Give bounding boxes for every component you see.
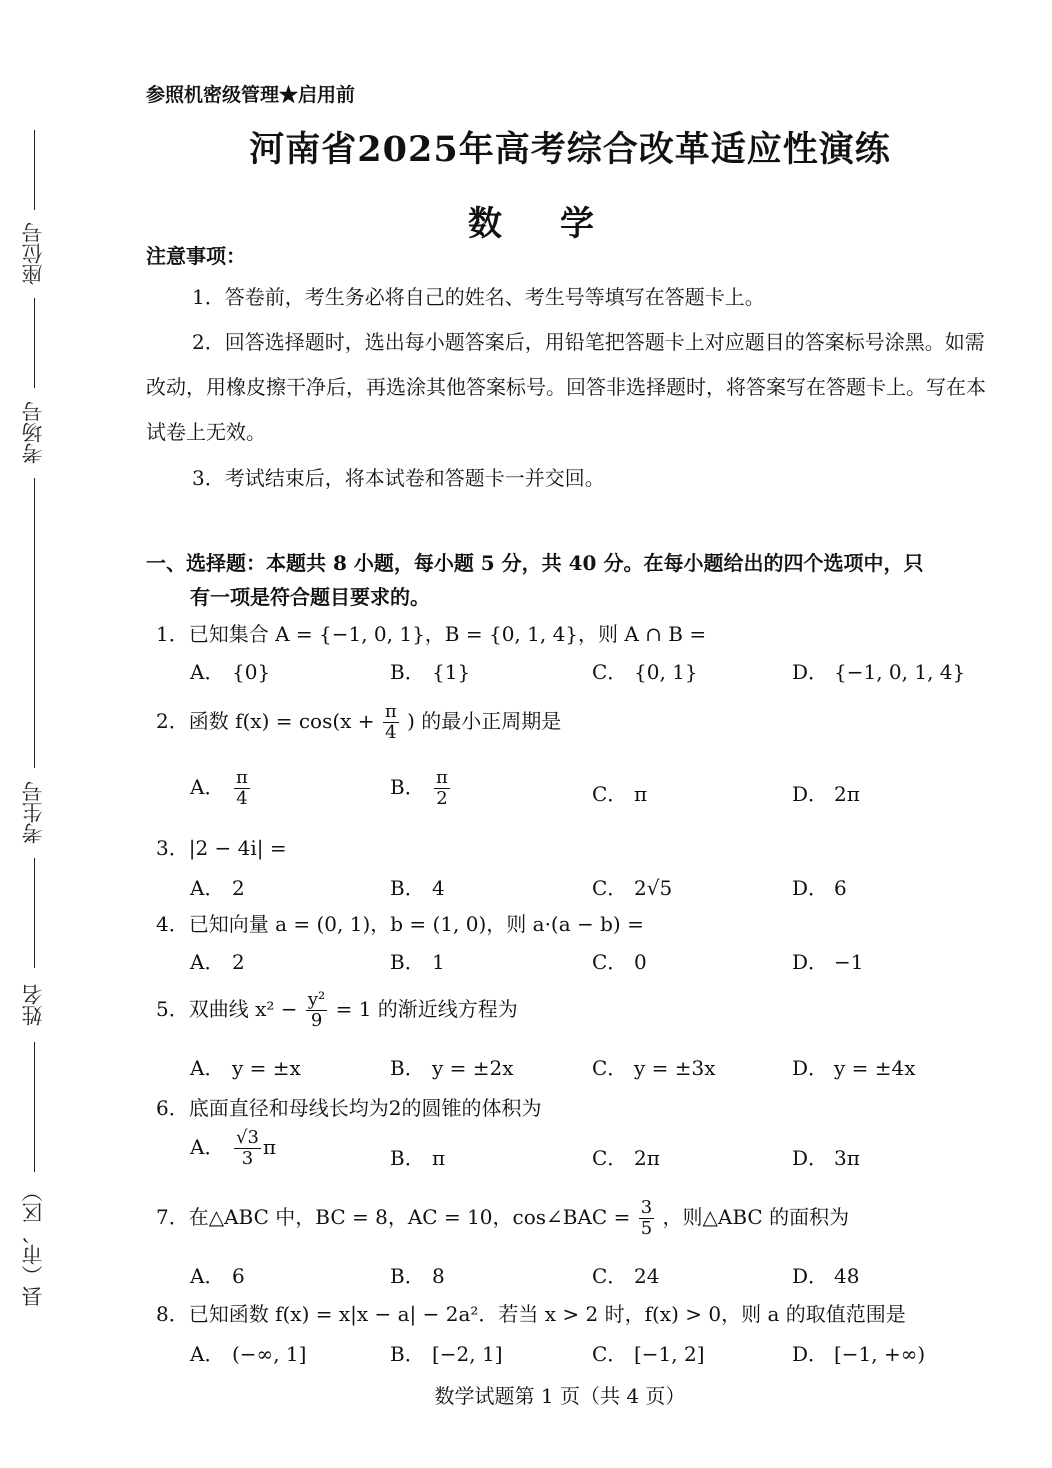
question-4: 4．已知向量 a = (0, 1)，b = (1, 0)，则 a·(a − b) = — [156, 912, 644, 936]
option-value: {0} — [232, 660, 271, 684]
option-letter: D． — [792, 1146, 829, 1170]
fraction-numerator: y² — [307, 989, 326, 1010]
question-3-options — [190, 872, 1010, 902]
page-title: 河南省2025年高考综合改革适应性演练 — [249, 129, 891, 170]
option-c[interactable] — [592, 1052, 716, 1081]
option-d[interactable] — [792, 1338, 925, 1367]
fraction — [639, 1198, 654, 1239]
option-d[interactable] — [792, 872, 847, 901]
binding-line — [34, 298, 35, 388]
option-value: y = ±3x — [634, 1056, 716, 1080]
fraction-numerator: 3 — [640, 1197, 653, 1218]
option-c[interactable] — [592, 1142, 660, 1171]
option-value: y = ±4x — [834, 1056, 916, 1080]
question-1: 1．已知集合 A = {−1, 0, 1}，B = {0, 1, 4}，则 A ∩ B = — [156, 622, 707, 646]
notice-heading: 注意事项： — [146, 244, 246, 268]
option-value: 2π — [634, 1146, 660, 1170]
option-b[interactable] — [390, 1260, 445, 1289]
option-a[interactable] — [190, 1260, 245, 1289]
fraction-denominator: 3 — [241, 1148, 254, 1169]
option-c[interactable] — [592, 656, 698, 685]
question-2-options — [190, 768, 1010, 820]
option-value: 6 — [834, 876, 847, 900]
fraction-denominator: 4 — [385, 722, 397, 743]
option-c[interactable] — [592, 872, 672, 901]
notice-item-3: 3．考试结束后，将本试卷和答题卡一并交回。 — [192, 466, 605, 490]
option-letter: C． — [592, 1264, 628, 1288]
option-value: y = ±x — [232, 1056, 301, 1080]
option-value: 2√5 — [634, 876, 673, 900]
option-value: 6 — [232, 1264, 245, 1288]
option-letter: B． — [390, 660, 425, 684]
question-7-pre: 7．在△ABC 中，BC = 8，AC = 10，cos∠BAC = — [156, 1205, 631, 1229]
fraction-numerator: π — [436, 767, 448, 788]
option-value: [−1, 2] — [634, 1342, 705, 1366]
fraction-numerator: π — [236, 767, 248, 788]
option-letter: D． — [792, 1342, 829, 1366]
option-letter: A． — [190, 775, 225, 799]
option-letter: B． — [390, 876, 425, 900]
option-letter: C． — [592, 950, 628, 974]
option-suffix: π — [262, 1135, 277, 1159]
section-line-1: 一、选择题：本题共 8 小题，每小题 5 分，共 40 分。在每小题给出的四个选项中，只 — [146, 551, 924, 575]
option-letter: B． — [390, 1056, 425, 1080]
option-letter: C． — [592, 1056, 628, 1080]
option-b[interactable] — [390, 1052, 514, 1081]
binding-line — [34, 1042, 35, 1172]
binding-line — [34, 478, 35, 768]
notice-item-1: 1．答卷前，考生务必将自己的姓名、考生号等填写在答题卡上。 — [192, 285, 765, 309]
option-value: 1 — [432, 950, 445, 974]
option-a[interactable] — [190, 1052, 301, 1081]
option-c[interactable] — [592, 946, 647, 975]
option-d[interactable] — [792, 946, 863, 975]
option-b[interactable] — [390, 946, 445, 975]
question-1-options — [190, 656, 1010, 686]
option-letter: A． — [190, 1264, 225, 1288]
option-value: π — [634, 782, 648, 806]
option-value: 2 — [232, 876, 245, 900]
fraction-denominator: 5 — [640, 1218, 653, 1239]
option-c[interactable] — [592, 778, 647, 807]
option-value: 24 — [634, 1264, 660, 1288]
option-c[interactable] — [592, 1338, 705, 1367]
question-7-options — [190, 1260, 1010, 1290]
option-letter: B． — [390, 1264, 425, 1288]
fraction — [234, 1128, 261, 1169]
option-value: {−1, 0, 1, 4} — [834, 660, 966, 684]
question-4-options — [190, 946, 1010, 976]
option-letter: D． — [792, 876, 829, 900]
option-value: 4 — [432, 876, 445, 900]
option-c[interactable] — [592, 1260, 659, 1289]
option-value: 0 — [634, 950, 647, 974]
option-value: 8 — [432, 1264, 445, 1288]
option-d[interactable] — [792, 1260, 859, 1289]
question-6: 6．底面直径和母线长均为2的圆锥的体积为 — [156, 1096, 542, 1120]
option-letter: C． — [592, 876, 628, 900]
option-letter: B． — [390, 775, 425, 799]
option-value: [−1, +∞) — [834, 1342, 926, 1366]
option-a[interactable] — [190, 1338, 306, 1367]
option-d[interactable] — [792, 1142, 860, 1171]
fraction — [383, 702, 399, 743]
question-2 — [156, 702, 561, 743]
exam-room-label: 考场号 — [21, 401, 45, 465]
option-letter: A． — [190, 1342, 225, 1366]
option-b[interactable] — [390, 1338, 503, 1367]
option-letter: A． — [190, 876, 225, 900]
option-letter: B． — [390, 1342, 425, 1366]
fraction-numerator: π — [384, 701, 397, 722]
question-5 — [156, 990, 518, 1031]
question-3: 3．|2 − 4i| = — [156, 836, 287, 860]
question-7-post: ，则△ABC 的面积为 — [662, 1205, 850, 1229]
option-value: [−2, 1] — [432, 1342, 503, 1366]
option-a[interactable] — [190, 946, 245, 975]
option-b[interactable] — [390, 768, 452, 809]
seat-number-label: 座位号 — [21, 222, 45, 286]
notice-item-2: 2．回答选择题时，选出每小题答案后，用铅笔把答题卡上对应题目的答案标号涂黑。如需改动，用橡皮擦干净后，再选涂其他答案标号。回答非选择题时，将答案写在答题卡上。写在本试卷上无效。 — [146, 330, 986, 444]
question-6-options — [190, 1128, 1010, 1184]
option-letter: C． — [592, 1146, 628, 1170]
option-a[interactable] — [190, 656, 270, 685]
exam-id-label: 考生号 — [21, 781, 45, 845]
section-heading — [146, 546, 996, 614]
option-value: {1} — [432, 660, 471, 684]
option-value: (−∞, 1] — [232, 1342, 307, 1366]
option-value: π — [432, 1146, 446, 1170]
fraction — [306, 990, 327, 1031]
fraction — [234, 768, 250, 809]
option-b[interactable] — [390, 872, 445, 901]
option-letter: D． — [792, 660, 829, 684]
option-b[interactable] — [390, 1142, 445, 1171]
option-letter: D． — [792, 782, 829, 806]
option-d[interactable] — [792, 656, 965, 685]
fraction-denominator: 4 — [236, 788, 248, 809]
option-letter: C． — [592, 782, 628, 806]
option-value: −1 — [834, 950, 864, 974]
option-letter: A． — [190, 660, 225, 684]
option-d[interactable] — [792, 1052, 916, 1081]
page-footer: 数学试题第 1 页（共 4 页） — [434, 1384, 686, 1408]
fraction — [434, 768, 450, 809]
county-label: 县（市、区） — [21, 1181, 45, 1307]
option-letter: C． — [592, 1342, 628, 1366]
question-2-post: ) 的最小正周期是 — [407, 709, 562, 733]
option-value: {0, 1} — [634, 660, 698, 684]
option-letter: D． — [792, 950, 829, 974]
question-5-options — [190, 1052, 1010, 1082]
option-letter: C． — [592, 660, 628, 684]
fraction-numerator: √3 — [236, 1127, 259, 1148]
subject-title: 数学 — [468, 204, 652, 244]
option-letter: A． — [190, 950, 225, 974]
option-letter: A． — [190, 1056, 225, 1080]
question-7 — [156, 1198, 849, 1239]
question-8: 8．已知函数 f(x) = x|x − a| − 2a²．若当 x > 2 时，f(x) > 0，则 a 的取值范围是 — [156, 1302, 906, 1326]
option-letter: B． — [390, 950, 425, 974]
option-value: 3π — [834, 1146, 860, 1170]
question-2-pre: 2．函数 f(x) = cos(x + — [156, 709, 375, 733]
name-label: 姓名 — [21, 984, 45, 1026]
section-line-2: 有一项是符合题目要求的。 — [190, 585, 430, 609]
option-b[interactable] — [390, 656, 470, 685]
option-value: 2 — [232, 950, 245, 974]
option-a[interactable] — [190, 1128, 276, 1169]
question-5-post: = 1 的渐近线方程为 — [335, 997, 518, 1021]
question-8-options — [190, 1338, 1010, 1368]
option-a[interactable] — [190, 872, 245, 901]
fraction-denominator: 2 — [436, 788, 448, 809]
option-letter: A． — [190, 1135, 225, 1159]
option-d[interactable] — [792, 778, 860, 807]
option-letter: B． — [390, 1146, 425, 1170]
option-a[interactable] — [190, 768, 252, 809]
option-letter: D． — [792, 1264, 829, 1288]
option-value: 48 — [834, 1264, 860, 1288]
confidential-note: 参照机密级管理★启用前 — [146, 84, 356, 106]
binding-line — [34, 858, 35, 968]
option-value: y = ±2x — [432, 1056, 514, 1080]
option-value: 2π — [834, 782, 860, 806]
option-letter: D． — [792, 1056, 829, 1080]
question-5-pre: 5．双曲线 x² − — [156, 997, 298, 1021]
fraction-denominator: 9 — [310, 1010, 323, 1031]
